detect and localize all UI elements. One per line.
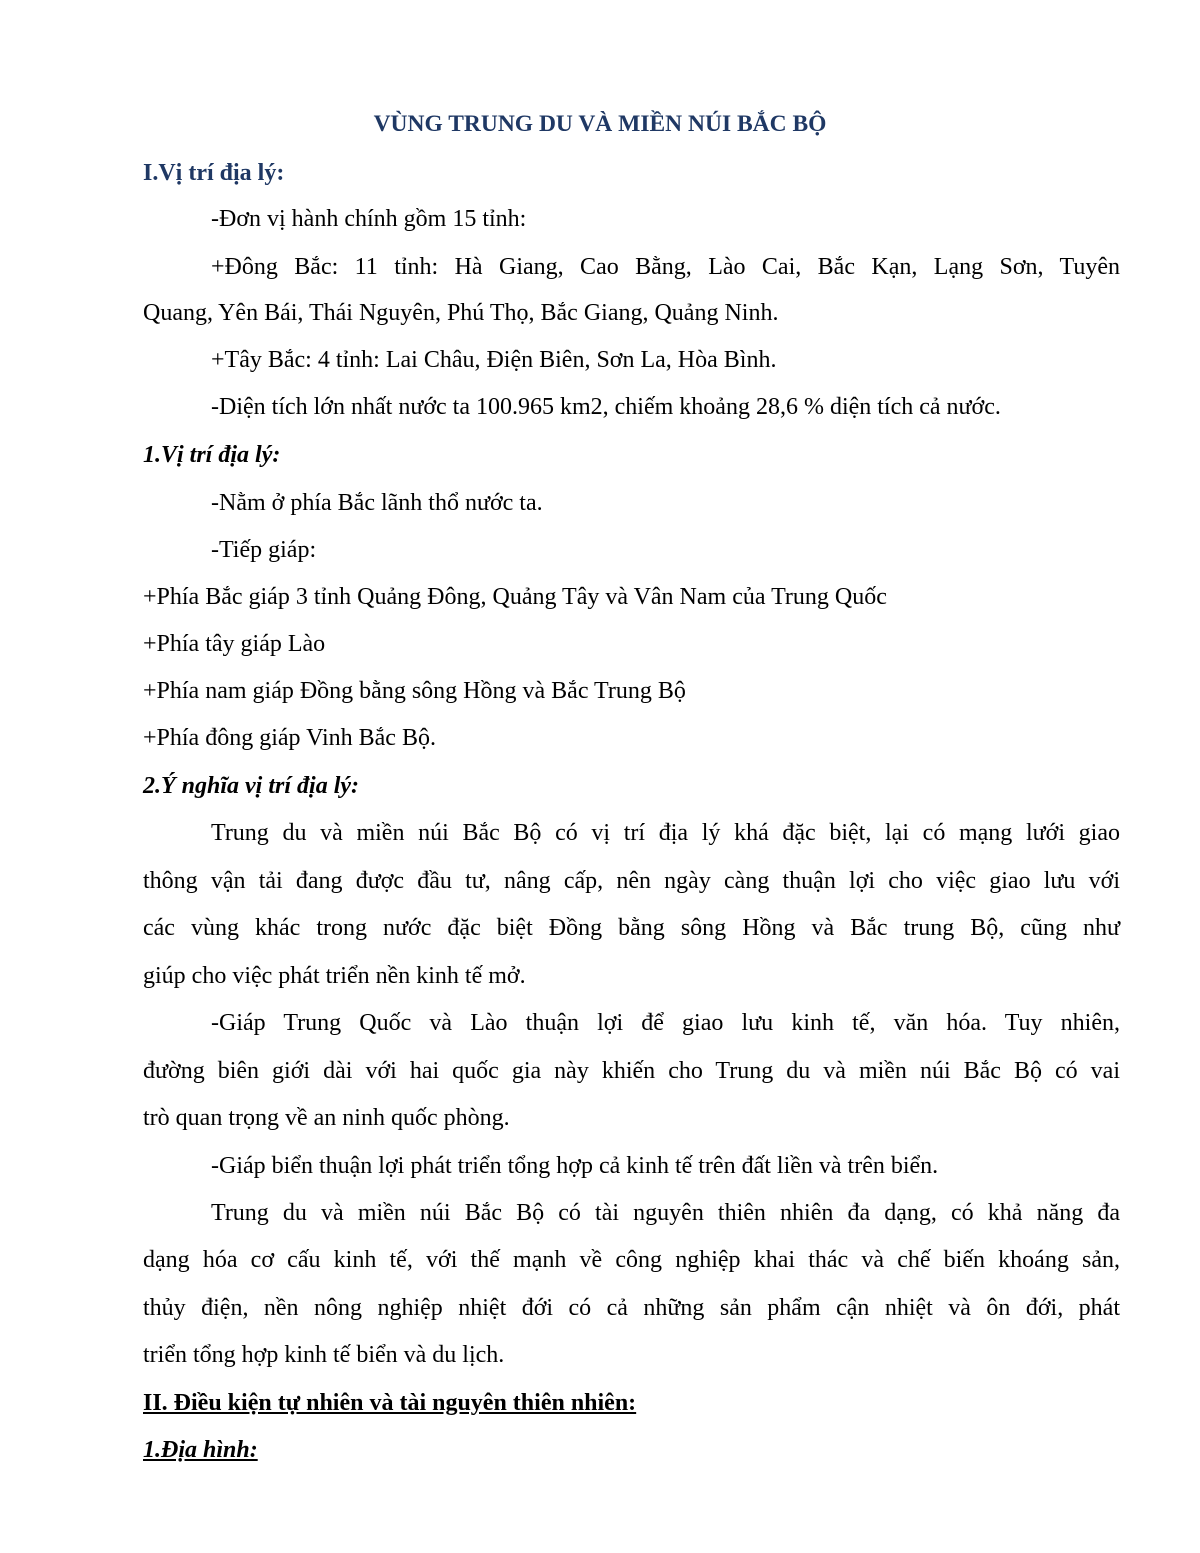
paragraph-line: giúp cho việc phát triển nền kinh tế mở. (143, 963, 526, 989)
paragraph-line: Quang, Yên Bái, Thái Nguyên, Phú Thọ, Bắc Giang, Quảng Ninh. (143, 300, 779, 326)
paragraph-line: thủy điện, nền nông nghiệp nhiệt đới có cả những sản phẩm cận nhiệt và ôn đới, phát (143, 1295, 1120, 1321)
paragraph-line: dạng hóa cơ cấu kinh tế, với thế mạnh về công nghiệp khai thác và chế biến khoáng sản, (143, 1247, 1120, 1273)
heading-subsection-1: 1.Vị trí địa lý: (143, 442, 281, 468)
paragraph-line: -Giáp biển thuận lợi phát triển tổng hợp cả kinh tế trên đất liền và trên biển. (211, 1153, 939, 1179)
paragraph-line: -Nằm ở phía Bắc lãnh thổ nước ta. (211, 490, 543, 516)
paragraph-line: đường biên giới dài với hai quốc gia này khiến cho Trung du và miền núi Bắc Bộ có vai (143, 1058, 1120, 1084)
paragraph-line: thông vận tải đang được đầu tư, nâng cấp, nên ngày càng thuận lợi cho việc giao lưu với (143, 868, 1120, 894)
heading-subsection-2: 2.Ý nghĩa vị trí địa lý: (143, 773, 359, 799)
paragraph-line: +Phía Bắc giáp 3 tỉnh Quảng Đông, Quảng Tây và Vân Nam của Trung Quốc (143, 584, 887, 610)
paragraph-line: +Tây Bắc: 4 tỉnh: Lai Châu, Điện Biên, Sơn La, Hòa Bình. (211, 347, 777, 373)
heading-section-1: I.Vị trí địa lý: (143, 160, 285, 186)
paragraph-line: +Phía tây giáp Lào (143, 631, 326, 657)
paragraph-line: triển tổng hợp kinh tế biển và du lịch. (143, 1342, 505, 1368)
paragraph-line: +Phía nam giáp Đồng bằng sông Hồng và Bắc Trung Bộ (143, 678, 686, 704)
paragraph-line: Trung du và miền núi Bắc Bộ có tài nguyên thiên nhiên đa dạng, có khả năng đa (211, 1200, 1120, 1226)
paragraph-line: -Giáp Trung Quốc và Lào thuận lợi để giao lưu kinh tế, văn hóa. Tuy nhiên, (211, 1010, 1120, 1036)
paragraph-line: trò quan trọng về an ninh quốc phòng. (143, 1105, 510, 1131)
paragraph-line: -Diện tích lớn nhất nước ta 100.965 km2, chiếm khoảng 28,6 % diện tích cả nước. (211, 394, 1001, 420)
paragraph-line: các vùng khác trong nước đặc biệt Đồng bằng sông Hồng và Bắc trung Bộ, cũng như (143, 915, 1120, 941)
paragraph-line: +Phía đông giáp Vinh Bắc Bộ. (143, 725, 436, 751)
document-title: VÙNG TRUNG DU VÀ MIỀN NÚI BẮC BỘ (373, 111, 827, 137)
paragraph-line: -Đơn vị hành chính gồm 15 tỉnh: (211, 206, 527, 232)
paragraph-line: Trung du và miền núi Bắc Bộ có vị trí địa lý khá đặc biệt, lại có mạng lưới giao (211, 820, 1120, 846)
heading-subsection-terrain: 1.Địa hình: (143, 1437, 258, 1463)
paragraph-line: +Đông Bắc: 11 tỉnh: Hà Giang, Cao Bằng, Lào Cai, Bắc Kạn, Lạng Sơn, Tuyên (211, 254, 1120, 280)
heading-section-2: II. Điều kiện tự nhiên và tài nguyên thiên nhiên: (143, 1390, 637, 1416)
paragraph-line: -Tiếp giáp: (211, 537, 317, 563)
